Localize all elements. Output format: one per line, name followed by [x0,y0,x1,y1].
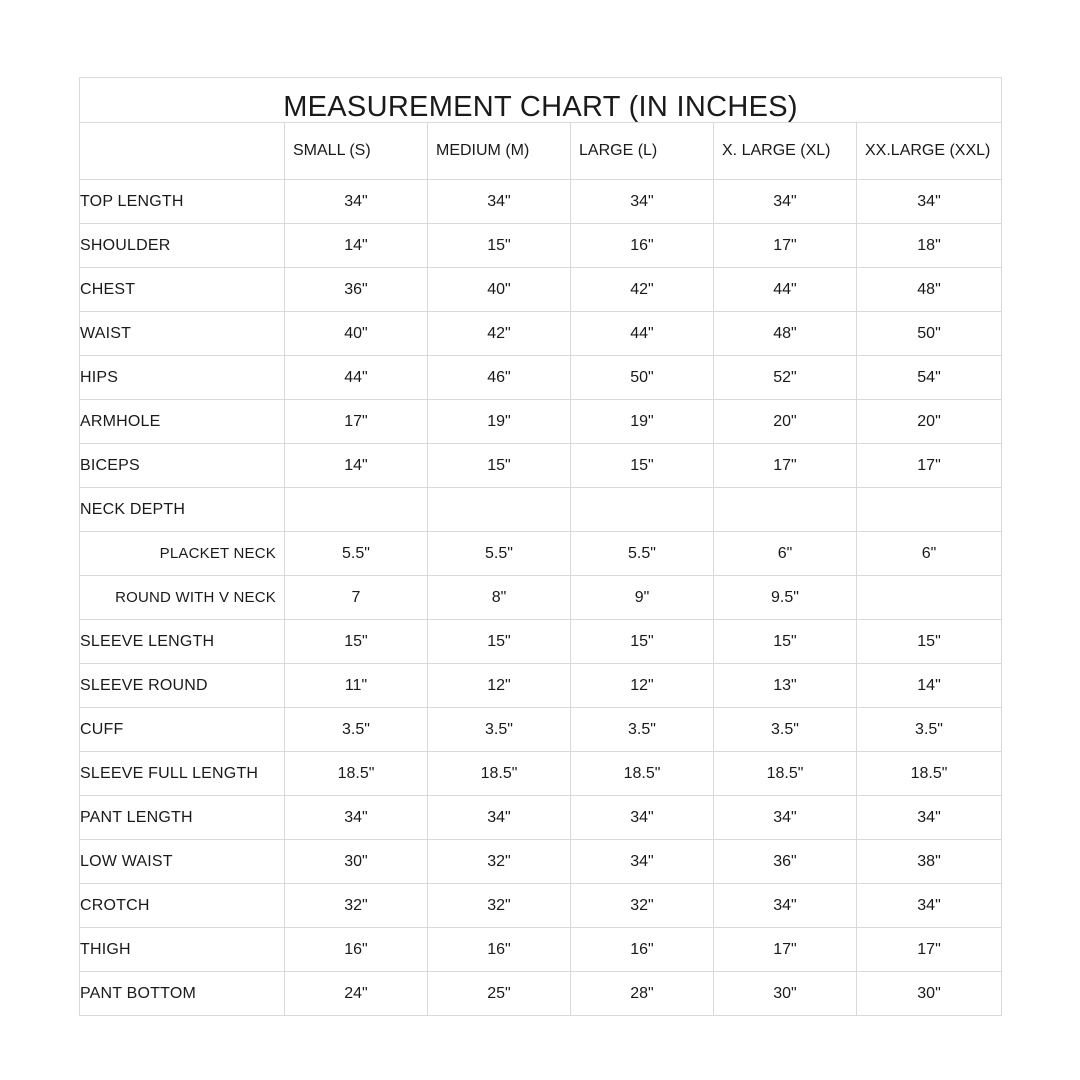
table-cell: 42" [571,268,714,312]
row-label: CROTCH [80,884,285,928]
table-cell: 17" [714,928,857,972]
row-label: SLEEVE FULL LENGTH [80,752,285,796]
table-row [80,884,1002,928]
table-cell: 15" [571,620,714,664]
row-label: THIGH [80,928,285,972]
header-large: LARGE (L) [571,123,714,180]
table-cell [428,488,571,532]
table-cell: 18.5" [714,752,857,796]
table-row [80,268,1002,312]
table-cell: 18.5" [857,752,1002,796]
table-row [80,532,1002,576]
chart-title-cell [80,78,1002,123]
table-cell: 12" [428,664,571,708]
table-cell: 18.5" [571,752,714,796]
table-cell: 44" [714,268,857,312]
row-label: LOW WAIST [80,840,285,884]
table-cell: 17" [857,444,1002,488]
header-row [80,123,1002,180]
header-xlarge: X. LARGE (XL) [714,123,857,180]
table-cell: 7 [285,576,428,620]
table-row [80,620,1002,664]
table-cell: 6" [857,532,1002,576]
table-cell: 9.5" [714,576,857,620]
table-row [80,312,1002,356]
table-cell: 20" [714,400,857,444]
table-cell: 14" [285,444,428,488]
table-cell: 15" [428,444,571,488]
table-cell: 9" [571,576,714,620]
table-cell: 42" [428,312,571,356]
table-row [80,224,1002,268]
table-cell: 15" [285,620,428,664]
table-cell: 44" [571,312,714,356]
row-label: NECK DEPTH [80,488,285,532]
table-row [80,972,1002,1016]
table-cell: 32" [428,840,571,884]
row-label: PANT BOTTOM [80,972,285,1016]
table-row [80,928,1002,972]
row-label: CUFF [80,708,285,752]
table-cell: 17" [857,928,1002,972]
table-cell: 14" [285,224,428,268]
table-cell: 14" [857,664,1002,708]
table-cell: 34" [714,796,857,840]
table-cell: 44" [285,356,428,400]
table-cell: 30" [285,840,428,884]
header-small: SMALL (S) [285,123,428,180]
chart-title: MEASUREMENT CHART (IN INCHES) [283,91,798,123]
table-row [80,796,1002,840]
table-cell: 34" [571,180,714,224]
table-cell: 15" [714,620,857,664]
table-cell: 34" [857,180,1002,224]
table-row [80,400,1002,444]
row-label: BICEPS [80,444,285,488]
table-cell: 3.5" [285,708,428,752]
table-cell: 3.5" [714,708,857,752]
table-cell: 36" [285,268,428,312]
header-xxlarge: XX.LARGE (XXL) [857,123,1002,180]
table-cell: 3.5" [857,708,1002,752]
table-cell: 15" [428,224,571,268]
table-cell: 54" [857,356,1002,400]
header-blank [80,123,285,180]
row-label: TOP LENGTH [80,180,285,224]
table-row [80,576,1002,620]
table-cell: 20" [857,400,1002,444]
table-cell [714,488,857,532]
table-cell [571,488,714,532]
table-cell: 16" [428,928,571,972]
table-cell: 5.5" [571,532,714,576]
table-cell: 34" [714,180,857,224]
table-cell: 13" [714,664,857,708]
table-cell: 5.5" [428,532,571,576]
table-cell: 38" [857,840,1002,884]
row-label: SLEEVE ROUND [80,664,285,708]
table-cell: 52" [714,356,857,400]
row-label: ROUND WITH V NECK [80,576,285,620]
table-cell: 48" [714,312,857,356]
table-cell: 34" [285,180,428,224]
row-label: SLEEVE LENGTH [80,620,285,664]
table-cell: 19" [428,400,571,444]
table-row [80,444,1002,488]
table-cell: 15" [857,620,1002,664]
table-cell: 34" [428,796,571,840]
row-label: ARMHOLE [80,400,285,444]
table-cell: 30" [714,972,857,1016]
table-row [80,356,1002,400]
row-label: PANT LENGTH [80,796,285,840]
table-cell: 5.5" [285,532,428,576]
table-cell [857,488,1002,532]
header-medium: MEDIUM (M) [428,123,571,180]
table-cell: 25" [428,972,571,1016]
row-label: HIPS [80,356,285,400]
table-cell: 16" [285,928,428,972]
table-cell: 34" [428,180,571,224]
table-cell: 3.5" [428,708,571,752]
table-cell: 32" [571,884,714,928]
table-cell: 40" [428,268,571,312]
table-cell: 46" [428,356,571,400]
table-cell: 34" [857,884,1002,928]
table-row [80,488,1002,532]
table-cell: 18.5" [428,752,571,796]
table-cell: 34" [285,796,428,840]
table-cell: 40" [285,312,428,356]
row-label: WAIST [80,312,285,356]
table-cell: 24" [285,972,428,1016]
table-cell: 34" [714,884,857,928]
table-cell: 50" [857,312,1002,356]
table-cell: 48" [857,268,1002,312]
row-label: CHEST [80,268,285,312]
table-cell: 11" [285,664,428,708]
table-row [80,664,1002,708]
table-cell [285,488,428,532]
table-cell: 17" [285,400,428,444]
table-cell: 16" [571,928,714,972]
table-cell: 28" [571,972,714,1016]
table-cell: 34" [571,796,714,840]
table-row [80,708,1002,752]
table-cell: 15" [571,444,714,488]
table-cell: 34" [857,796,1002,840]
row-label: PLACKET NECK [80,532,285,576]
table-cell: 34" [571,840,714,884]
table-cell: 17" [714,224,857,268]
table-row [80,840,1002,884]
table-cell: 15" [428,620,571,664]
table-row [80,180,1002,224]
table-cell: 18.5" [285,752,428,796]
table-cell: 3.5" [571,708,714,752]
table-cell: 8" [428,576,571,620]
table-cell: 19" [571,400,714,444]
table-cell: 30" [857,972,1002,1016]
table-cell [857,576,1002,620]
table-cell: 6" [714,532,857,576]
table-cell: 17" [714,444,857,488]
table-cell: 50" [571,356,714,400]
table-row [80,752,1002,796]
table-cell: 32" [285,884,428,928]
table-cell: 32" [428,884,571,928]
table-cell: 16" [571,224,714,268]
table-cell: 18" [857,224,1002,268]
table-cell: 12" [571,664,714,708]
row-label: SHOULDER [80,224,285,268]
table-cell: 36" [714,840,857,884]
measurement-chart-table [79,77,1002,1016]
